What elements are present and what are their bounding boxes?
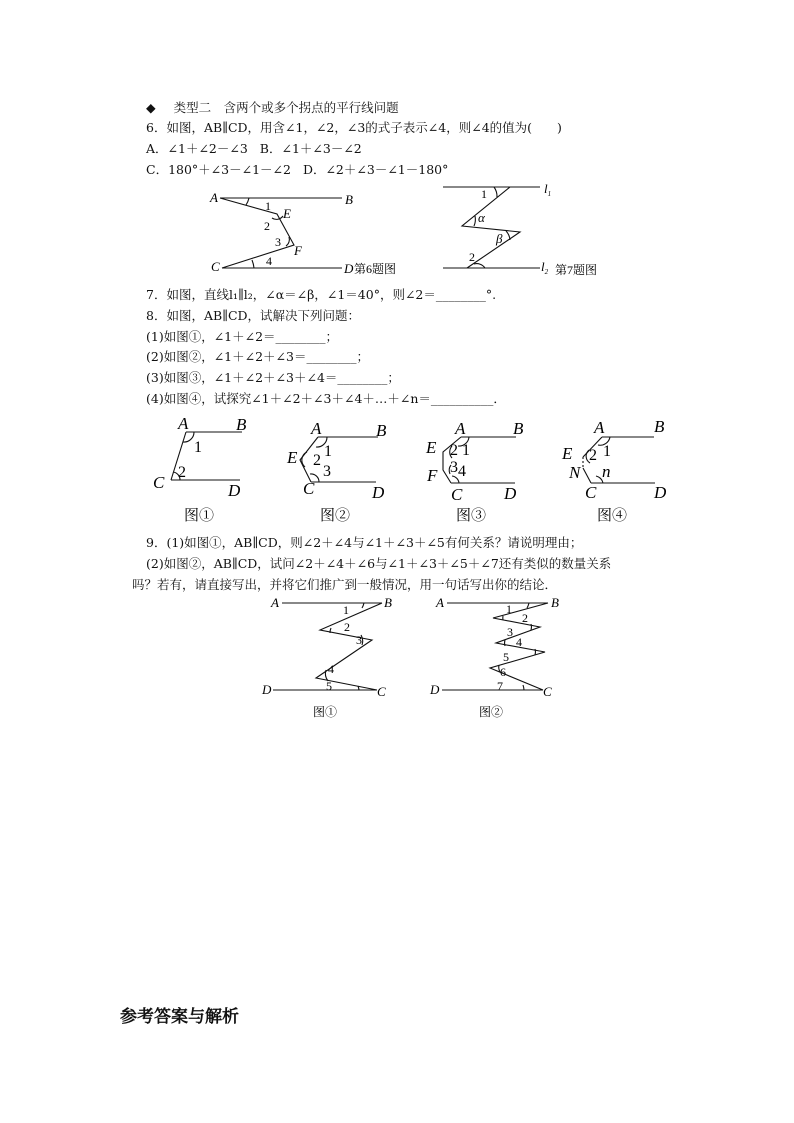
fig6-angle-4: 4 <box>266 254 272 268</box>
fig8-2-label-c: C <box>303 479 315 498</box>
q6-option-c: C．180°＋∠3－∠1－∠2 <box>146 162 291 177</box>
fig7-label-l2: $l_2$ <box>541 259 549 276</box>
fig9-2-label-b: B <box>551 595 559 610</box>
fig9-1-angle-1: 1 <box>343 603 349 617</box>
fig9-2-caption: 图② <box>479 705 504 719</box>
q6-option-a: A．∠1＋∠2－∠3 <box>146 141 248 156</box>
fig8-3-angle-3: 3 <box>450 459 458 476</box>
fig7-label-l1: $l_1$ <box>544 181 552 198</box>
fig8-1-angle-2: 2 <box>178 464 186 481</box>
fig8-1-label-a: A <box>178 414 189 433</box>
fig6-label-b: B <box>345 192 353 207</box>
figure-q8-2 <box>286 419 387 524</box>
fig8-3-angle-4: 4 <box>458 463 466 480</box>
q6-option-d: D．∠2＋∠3－∠1－180° <box>302 162 449 177</box>
fig8-4-angle-1: 1 <box>603 443 611 460</box>
figure-q9-1 <box>261 595 392 719</box>
fig9-1-label-d: D <box>262 682 272 697</box>
q8-part2: (2)如图②，∠1＋∠2＋∠3＝________； <box>146 349 369 364</box>
fig8-4-angle-n: n <box>602 462 611 481</box>
fig9-2-label-c: C <box>543 684 552 699</box>
fig8-3-label-b: B <box>513 419 524 438</box>
fig8-2-label-e: E <box>287 448 298 467</box>
fig6-angle-1: 1 <box>265 199 271 213</box>
fig9-1-angle-4: 4 <box>328 662 334 676</box>
fig8-3-angle-1: 1 <box>462 442 470 459</box>
q6-stem: 6．如图，AB∥CD，用含∠1，∠2，∠3的式子表示∠4，则∠4的值为( ) <box>146 120 562 135</box>
fig9-2-angle-3: 3 <box>507 625 513 639</box>
q9-line2: (2)如图②，AB∥CD，试问∠2＋∠4＋∠6与∠1＋∠3＋∠5＋∠7还有类似的数量关系 <box>146 556 612 571</box>
fig9-2-angle-4: 4 <box>516 635 522 649</box>
fig8-1-label-c: C <box>153 473 165 492</box>
fig7-angle-beta: β <box>496 231 503 246</box>
fig9-1-angle-5: 5 <box>326 679 332 693</box>
fig6-label-e: E <box>283 206 291 221</box>
q8-part3: (3)如图③，∠1＋∠2＋∠3＋∠4＝________； <box>146 370 400 385</box>
fig8-2-label-b: B <box>376 421 387 440</box>
figure-q8-4 <box>561 417 667 524</box>
q9-line1: 9．(1)如图①，AB∥CD，则∠2＋∠4与∠1＋∠3＋∠5有何关系？请说明理由； <box>146 535 583 550</box>
fig8-4-label-n-point: N <box>569 463 581 482</box>
fig8-1-label-d: D <box>228 481 241 500</box>
fig7-angle-2: 2 <box>469 250 475 264</box>
fig6-angle-2: 2 <box>264 219 270 233</box>
fig8-4-label-b: B <box>654 417 665 436</box>
fig8-1-label-b: B <box>236 415 247 434</box>
fig8-3-label-c: C <box>451 485 463 504</box>
fig9-2-label-a: A <box>436 595 444 610</box>
q9-line3: 吗？若有，请直接写出，并将它们推广到一般情况，用一句话写出你的结论． <box>132 577 558 592</box>
figure-q7 <box>443 181 597 277</box>
fig6-label-c: C <box>211 259 220 274</box>
figure-q8-1 <box>153 414 247 524</box>
fig6-label-f: F <box>294 243 302 258</box>
fig8-2-angle-2: 2 <box>313 452 321 469</box>
fig8-3-label-d: D <box>504 484 517 503</box>
q6-option-b: B．∠1＋∠3－∠2 <box>259 141 362 156</box>
fig9-1-label-a: A <box>271 595 279 610</box>
fig8-1-angle-1: 1 <box>194 439 202 456</box>
fig6-caption: 第6题图 <box>354 262 397 276</box>
fig8-4-label-a: A <box>594 418 605 437</box>
fig9-2-label-d: D <box>430 682 440 697</box>
fig9-2-angle-5: 5 <box>503 650 509 664</box>
fig6-label-a: A <box>210 190 218 205</box>
fig8-2-angle-1: 1 <box>324 443 332 460</box>
fig9-2-angle-7: 7 <box>497 679 503 693</box>
fig7-caption: 第7题图 <box>555 263 598 277</box>
q8-part4: (4)如图④，试探究∠1＋∠2＋∠3＋∠4＋…＋∠n＝__________． <box>146 391 506 406</box>
fig8-3-label-f: F <box>427 466 438 485</box>
fig8-2-label-d: D <box>372 483 385 502</box>
fig8-2-angle-3: 3 <box>323 463 331 480</box>
fig8-4-label-c: C <box>585 483 597 502</box>
bullet-icon: ◆ <box>146 100 156 115</box>
fig8-3-label-e: E <box>426 438 437 457</box>
fig9-1-angle-3: 3 <box>356 633 362 647</box>
fig8-3-label-a: A <box>455 419 466 438</box>
q7-stem: 7．如图，直线l₁∥l₂，∠α＝∠β，∠1＝40°，则∠2＝________°. <box>146 287 497 302</box>
section-title: 类型二 含两个或多个拐点的平行线问题 <box>173 100 399 115</box>
answers-title: 参考答案与解析 <box>120 1007 239 1027</box>
fig6-angle-3: 3 <box>275 235 281 249</box>
figure-q8-3 <box>425 419 524 524</box>
fig8-4-label-d: D <box>654 483 667 502</box>
fig9-2-angle-1: 1 <box>506 602 512 616</box>
fig8-2-label-a: A <box>311 419 322 438</box>
fig7-angle-alpha: α <box>478 210 485 225</box>
fig8-3-angle-2: 2 <box>450 442 458 459</box>
fig9-1-angle-2: 2 <box>344 620 350 634</box>
fig7-angle-1: 1 <box>481 187 487 201</box>
q8-stem: 8．如图，AB∥CD，试解决下列问题： <box>146 308 361 323</box>
figure-q9-2 <box>429 595 559 719</box>
fig9-1-label-b: B <box>384 595 392 610</box>
fig9-2-angle-2: 2 <box>522 611 528 625</box>
q8-part1: (1)如图①，∠1＋∠2＝________； <box>146 329 339 344</box>
fig9-1-label-c: C <box>377 684 386 699</box>
fig8-2-caption: 图② <box>320 508 351 524</box>
fig9-2-angle-6: 6 <box>500 665 506 679</box>
fig6-label-d: D <box>344 261 354 276</box>
fig8-3-caption: 图③ <box>456 508 487 524</box>
fig8-1-caption: 图① <box>184 508 215 524</box>
fig9-1-caption: 图① <box>313 705 338 719</box>
fig8-4-caption: 图④ <box>597 508 628 524</box>
figure-q6 <box>209 190 396 276</box>
fig8-4-angle-2: 2 <box>589 447 597 464</box>
fig8-4-label-e: E <box>562 444 573 463</box>
